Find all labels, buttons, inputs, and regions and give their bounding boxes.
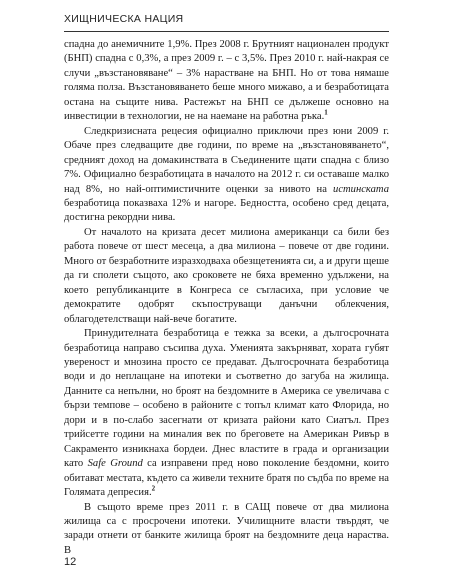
paragraph: [64, 327, 389, 500]
paragraph: [64, 501, 389, 559]
emphasis-text: Safe Ground: [87, 458, 143, 470]
running-title: ХИЩНИЧЕСКА НАЦИЯ: [64, 13, 184, 25]
paragraph-text: Следкризисната рецесия официално приключи през юни 2009 г. Обаче през следващите две години, по време на „възстановяването“, средният доход на домакинствата в Съединените щати спадна с близо 7%. Официално безработицата в началото на 2012 г. си оставаше малко над 8%, но най-оптимистичните оценки за нивото на: [64, 125, 389, 195]
footnote-marker: 2: [151, 484, 156, 493]
paragraph: [64, 125, 389, 226]
emphasis-text: истинската: [333, 183, 389, 195]
paragraph-text: спадна до анемичните 1,9%. През 2008 г. Брутният национален продукт (БНП) спадна с 0,3%, а през 2009 г. – с 3,5%. През 2010 г. най-накрая се случи „възстановяване“ – 3% нарастване на БНП. Но от това нямаше голяма полза. Възстановяването беше много мижаво, а и безработицата остана на същите нива. Растежът на БНП се дължеше основно на инвестиции в технологии, не на наемане на работна ръка.: [64, 39, 389, 123]
paragraph: [64, 226, 389, 327]
footnote-marker: 1: [324, 108, 328, 117]
paragraph-text: Принудителната безработица е тежка за всеки, а дългосрочната безработица направо съсипва духа. Уменията закърняват, хората губят увереност и мнозина просто се предават. Дългосрочната безработица води и до неплащане на ипотеки и съответно до загуба на жилища. Данните са непълни, но броят на бездомните в Америка се увеличава с бързи темпове – особено в районите с топъл климат като Флорида, но дори и в по-слабо засегнати от кризата райони като Сиатъл. През трийсетте години на миналия век по бреговете на Американ Ривър в Сакраменто изникнаха бордеи. Днес властите в града и организации като: [64, 328, 389, 470]
paragraph-text: От началото на кризата десет милиона американци са били без работа повече от шест месеца, а два милиона – повече от две години. Много от безработните изразходваха обезщетенията си, а и други щеше да ги сполети същото, ако сроковете не бяха временно удължени, на което републиканците в Конгреса се съгласиха, при условие че демократите одобрят скъпоструващи данъчни облекчения, облагодетелстващи най-вече богатите.: [64, 226, 389, 325]
body-text: [64, 38, 389, 558]
page-number: 12: [64, 556, 77, 568]
paragraph-text: безработица показваха 12% и нагоре. Бедността, особено сред децата, достигна рекордни нива.: [64, 197, 389, 224]
header-rule: [64, 31, 389, 32]
paragraph-text: В същото време през 2011 г. в САЩ повече от два милиона жилища са с просрочени ипотеки. Училищните власти твърдят, че заради отнети от банките жилища броят на бездомните деца нараства. В: [64, 501, 389, 556]
paragraph-text: са изправени пред ново поколение бездомни, които обитават местата, където са живели техните братя по съдба по време на Голямата депресия.: [64, 458, 389, 499]
paragraph: [64, 38, 389, 125]
